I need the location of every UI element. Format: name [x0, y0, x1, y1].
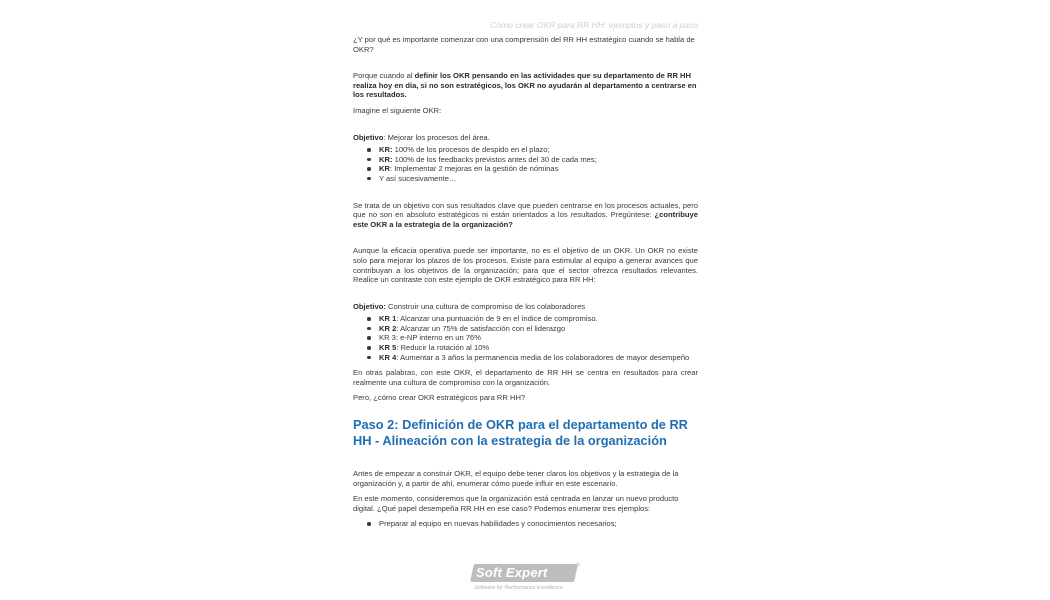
analysis1-bold: ¿contribuye este OKR a la estrategia de la organización? [353, 210, 698, 229]
okr1-kr-item [379, 155, 698, 165]
kr-text: Y así sucesivamente… [379, 173, 457, 183]
answer-paragraph [353, 71, 698, 100]
kr-text: KR 3: e-NP interno en un 76% [379, 333, 482, 343]
okr1-objective [353, 133, 698, 143]
okr1-kr-item [379, 164, 698, 174]
answer-prefix: Porque cuando al [353, 71, 415, 81]
okr2-kr-item [379, 324, 698, 334]
final-bullet-item: Preparar al equipo en nuevas habilidades y conocimientos necesarios; [379, 519, 698, 529]
kr-text: : Implementar 2 mejoras en la gestión de nóminas [389, 164, 559, 174]
okr2-kr-item [379, 333, 698, 343]
logo-name: Soft Expert [476, 565, 548, 580]
okr2-kr-item [379, 314, 698, 324]
okr2-kr-item [379, 353, 698, 363]
running-header: Cómo crear OKR para RR HH: ejemplos y paso a paso [490, 20, 698, 30]
analysis-paragraph-1 [353, 201, 698, 230]
registered-mark: ® [576, 563, 581, 569]
analysis1-text: Se trata de un objetivo con sus resultados clave que pueden centrarse en los procesos actuales, pero que no son en absoluto estratégicos ni están orientados a los resultados. Pregúntese: [353, 200, 698, 220]
question-2: Pero, ¿cómo crear OKR estratégicos para RR HH? [353, 393, 526, 403]
kr-label: KR: [379, 145, 393, 155]
okr1-kr-item [379, 174, 698, 184]
paragraph-b: En este momento, consideremos que la organización está centrada en lanzar un nuevo producto digital. ¿Qué papel desempeña RR HH en ese caso? Podemos enumerar tres ejemplos: [353, 494, 679, 513]
okr2-kr-list [353, 314, 698, 362]
okr1-kr-item [379, 145, 698, 155]
kr-label: KR 5 [379, 343, 397, 353]
final-bullet-list [353, 519, 698, 529]
okr1-kr-list [353, 145, 698, 183]
kr-label: KR: [379, 154, 393, 164]
section-heading: Paso 2: Definición de OKR para el departamento de RR HH - Alineación con la estrategia de la organización [353, 417, 688, 449]
kr-text: : Reducir la rotación al 10% [396, 343, 490, 353]
imagine-line: Imagine el siguiente OKR: [353, 105, 442, 115]
kr-text: : Alcanzar un 75% de satisfacción con el liderazgo [396, 323, 566, 333]
okr2-objective-label: Objetivo: [353, 301, 386, 311]
kr-label: KR 4 [379, 352, 397, 362]
okr1-objective-label: Objetivo [353, 132, 384, 142]
okr2-kr-item [379, 343, 698, 353]
softexpert-logo [472, 564, 582, 596]
okr1-objective-text: : Mejorar los procesos del área. [383, 132, 490, 142]
logo-tagline: Software for Performance Excellence [474, 585, 563, 591]
kr-label: KR 1 [379, 314, 397, 324]
paragraph-a: Antes de empezar a construir OKR, el equipo debe tener claros los objetivos y la estrategia de la organización y, a partir de ahí, enumerar cómo puede influir en este escenario. [353, 469, 679, 488]
kr-label: KR [379, 164, 390, 174]
conclusion-paragraph: En otras palabras, con este OKR, el departamento de RR HH se centra en resultados para crear realmente una cultura de compromiso con la organización. [353, 368, 698, 387]
answer-bold: definir los OKR pensando en las actividades que su departamento de RR HH realiza hoy en día, si no son estratégicos, los OKR no ayudarán al departamento a centrarse en los resultados. [353, 71, 697, 100]
kr-text: 100% de los feedbacks previstos antes del 30 de cada mes; [392, 154, 597, 164]
document-body [353, 35, 698, 529]
intro-question: ¿Y por qué es importante comenzar con una comprensión del RR HH estratégico cuando se habla de OKR? [353, 35, 695, 54]
analysis-paragraph-2: Aunque la eficacia operativa puede ser importante, no es el objetivo de un OKR. Un OKR no existe solo para mejorar los plazos de los procesos. Existe para estimular al equipo a generar avances que contribuyan a los objetivos de la organización; para que el sector ofrezca resultados relevantes. Realice un contraste con este ejemplo de OKR estratégico para RR HH: [353, 246, 698, 285]
kr-text: : Alcanzar una puntuación de 9 en el índice de compromiso. [396, 314, 598, 324]
kr-text: : Aumentar a 3 años la permanencia media de los colaboradores de mayor desempeño [396, 352, 690, 362]
kr-label: KR 2 [379, 323, 397, 333]
okr2-objective [353, 302, 698, 312]
kr-text: 100% de los procesos de despido en el plazo; [392, 145, 550, 155]
okr2-objective-text: Construir una cultura de compromiso de los colaboradores [385, 301, 586, 311]
